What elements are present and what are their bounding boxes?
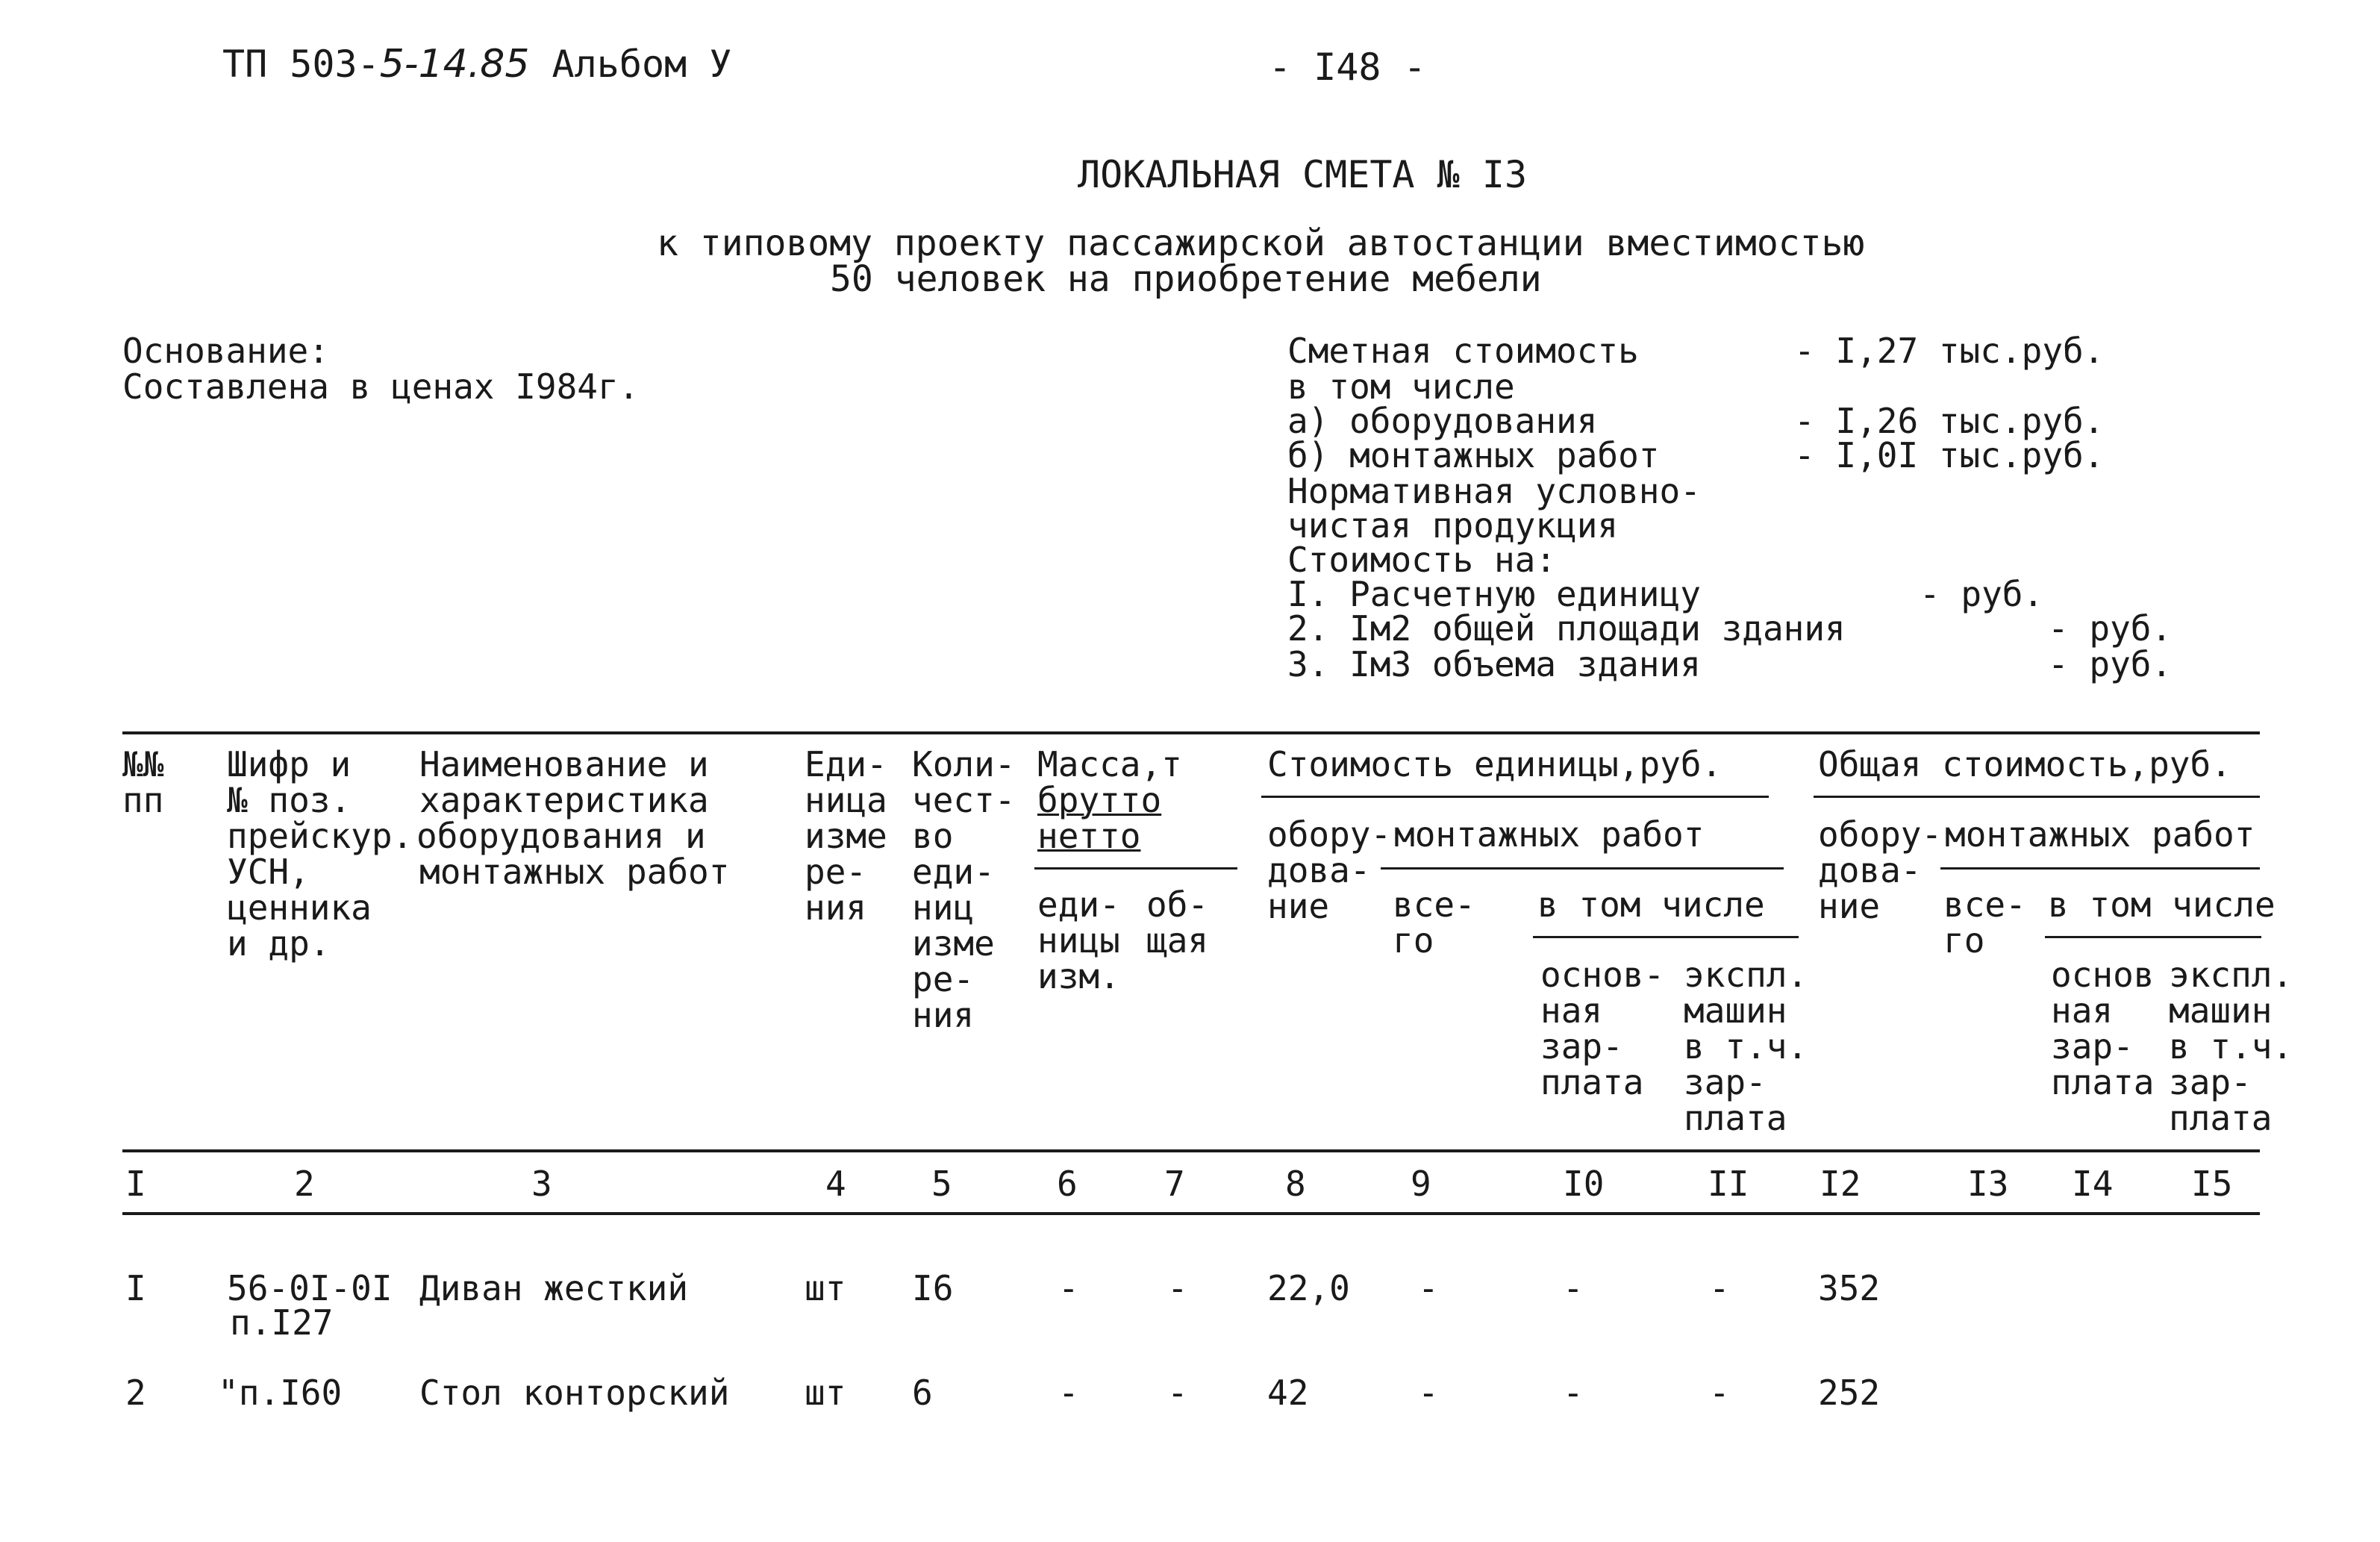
basis-prices: Составлена в ценах I984г. xyxy=(122,366,640,407)
unit-cost-underline xyxy=(1261,796,1769,798)
total-cost-underline xyxy=(1814,796,2260,798)
document-code-printed: ТП 503- xyxy=(222,43,380,86)
row-unit: шт xyxy=(805,1373,846,1413)
row-unit-equip: 22,0 xyxy=(1267,1268,1350,1308)
row-unit-install-total: - xyxy=(1418,1373,1439,1413)
document-code-handwritten: 5-14.85 xyxy=(379,42,530,87)
header-total-cost: Общая стоимость,руб. xyxy=(1818,744,2231,784)
album-label: Альбом У xyxy=(552,43,732,86)
row-total-equip: 252 xyxy=(1818,1373,1881,1413)
header-total-machines: экспл. машин в т.ч. зар- плата xyxy=(2169,955,2293,1138)
row-mass-unit: - xyxy=(1058,1268,1079,1308)
row-name: Стол конторский xyxy=(419,1373,730,1413)
basis-label: Основание: xyxy=(122,331,329,371)
col-number-4: 4 xyxy=(825,1164,846,1204)
header-total-incl: в том числе xyxy=(2048,884,2276,925)
col-number-14: I4 xyxy=(2072,1164,2114,1204)
col-number-10: I0 xyxy=(1563,1164,1605,1204)
per-m2-label: 2. Iм2 общей площади здания xyxy=(1287,608,1846,649)
header-total-wage: основ ная зар- плата xyxy=(2051,955,2155,1102)
page-number: - I48 - xyxy=(1269,46,1426,89)
installation-label: б) монтажных работ xyxy=(1287,435,1660,475)
per-unit-value: - руб. xyxy=(1920,574,2044,614)
row-unit-equip: 42 xyxy=(1267,1373,1309,1413)
col-number-11: II xyxy=(1708,1164,1749,1204)
installation-value: - I,0I тыс.руб. xyxy=(1794,435,2105,475)
col-number-5: 5 xyxy=(931,1164,952,1204)
cost-per-label: Стоимость на: xyxy=(1287,540,1557,580)
header-unit-all: все- го xyxy=(1393,884,1475,961)
header-code: Шифр и № поз. прейскур. УСН, ценника и др. xyxy=(227,744,413,964)
mass-netto-rule xyxy=(1034,867,1237,870)
col-number-8: 8 xyxy=(1285,1164,1306,1204)
row-name: Диван жесткий xyxy=(419,1268,689,1308)
col-number-6: 6 xyxy=(1057,1164,1078,1204)
document-code xyxy=(222,42,732,87)
header-unit-incl: в том числе xyxy=(1537,884,1765,925)
row-mass-unit: - xyxy=(1058,1373,1079,1413)
column-numbers-rule xyxy=(122,1212,2260,1215)
row-total-equip: 352 xyxy=(1818,1268,1881,1308)
header-num: №№ пп xyxy=(122,744,164,820)
header-unit-wage: основ- ная зар- плата xyxy=(1540,955,1665,1102)
total-incl-underline xyxy=(2045,936,2261,938)
normative-line1: Нормативная условно- xyxy=(1287,471,1701,511)
header-unit: Еди- ница изме ре- ния xyxy=(805,744,887,928)
col-number-3: 3 xyxy=(531,1164,552,1204)
header-unit-equip: обору- дова- ние xyxy=(1267,814,1392,926)
row-num: 2 xyxy=(125,1373,146,1413)
row-code-2: п.I27 xyxy=(230,1302,334,1343)
total-install-underline xyxy=(1940,867,2260,870)
row-unit: шт xyxy=(805,1268,846,1308)
col-number-9: 9 xyxy=(1411,1164,1431,1204)
estimated-cost-value: - I,27 тыс.руб. xyxy=(1794,331,2105,371)
header-quantity: Коли- чест- во еди- ниц изме ре- ния xyxy=(912,744,1016,1035)
row-qty: 6 xyxy=(912,1373,933,1413)
estimate-subtitle-line1: к типовому проекту пассажирской автостанции вместимостью xyxy=(657,222,1865,264)
col-number-12: I2 xyxy=(1820,1164,1861,1204)
header-unit-install: монтажных работ xyxy=(1394,814,1705,855)
header-name: Наименование и характеристика оборудования и монтажных работ xyxy=(416,744,730,892)
header-bottom-rule xyxy=(122,1149,2260,1152)
estimated-cost-label: Сметная стоимость xyxy=(1287,331,1639,371)
header-brutto: брутто xyxy=(1037,780,1162,820)
estimate-title: ЛОКАЛЬНАЯ СМЕТА № I3 xyxy=(1078,153,1528,196)
estimate-subtitle-line2: 50 человек на приобретение мебели xyxy=(830,258,1542,300)
header-unit-machines: экспл. машин в т.ч. зар- плата xyxy=(1684,955,1808,1138)
row-code: "п.I60 xyxy=(218,1373,343,1413)
row-unit-machines: - xyxy=(1709,1268,1730,1308)
including-label: в том числе xyxy=(1287,366,1515,407)
equipment-label: а) оборудования xyxy=(1287,401,1598,441)
row-unit-wage: - xyxy=(1563,1373,1584,1413)
col-number-13: I3 xyxy=(1967,1164,2009,1204)
row-code: 56-0I-0I xyxy=(227,1268,393,1308)
header-total-all: все- го xyxy=(1943,884,2026,961)
per-m2-value: - руб. xyxy=(2048,608,2173,649)
row-unit-machines: - xyxy=(1709,1373,1730,1413)
header-total-install: монтажных работ xyxy=(1945,814,2255,855)
col-number-15: I5 xyxy=(2191,1164,2233,1204)
normative-line2: чистая продукция xyxy=(1287,505,1619,546)
per-unit-label: I. Расчетную единицу xyxy=(1287,574,1701,614)
per-m3-value: - руб. xyxy=(2048,644,2173,684)
header-mass-total: об- щая xyxy=(1146,884,1209,961)
header-mass: Масса,т брутто нетто xyxy=(1037,744,1182,856)
row-num: I xyxy=(125,1268,146,1308)
unit-incl-underline xyxy=(1533,936,1799,938)
header-mass-per-unit: еди- ницы изм. xyxy=(1037,884,1120,996)
per-m3-label: 3. Iм3 объема здания xyxy=(1287,644,1701,684)
col-number-1: I xyxy=(125,1164,146,1204)
header-unit-cost: Стоимость единицы,руб. xyxy=(1267,744,1722,784)
row-qty: I6 xyxy=(912,1268,954,1308)
row-unit-install-total: - xyxy=(1418,1268,1439,1308)
equipment-value: - I,26 тыс.руб. xyxy=(1794,401,2105,441)
header-total-equip: обору- дова- ние xyxy=(1818,814,1943,926)
row-mass-total: - xyxy=(1167,1373,1188,1413)
row-mass-total: - xyxy=(1167,1268,1188,1308)
col-number-7: 7 xyxy=(1164,1164,1185,1204)
table-top-rule xyxy=(122,731,2260,734)
row-unit-wage: - xyxy=(1563,1268,1584,1308)
col-number-2: 2 xyxy=(294,1164,315,1204)
unit-install-underline xyxy=(1381,867,1784,870)
header-netto: нетто xyxy=(1037,816,1141,856)
